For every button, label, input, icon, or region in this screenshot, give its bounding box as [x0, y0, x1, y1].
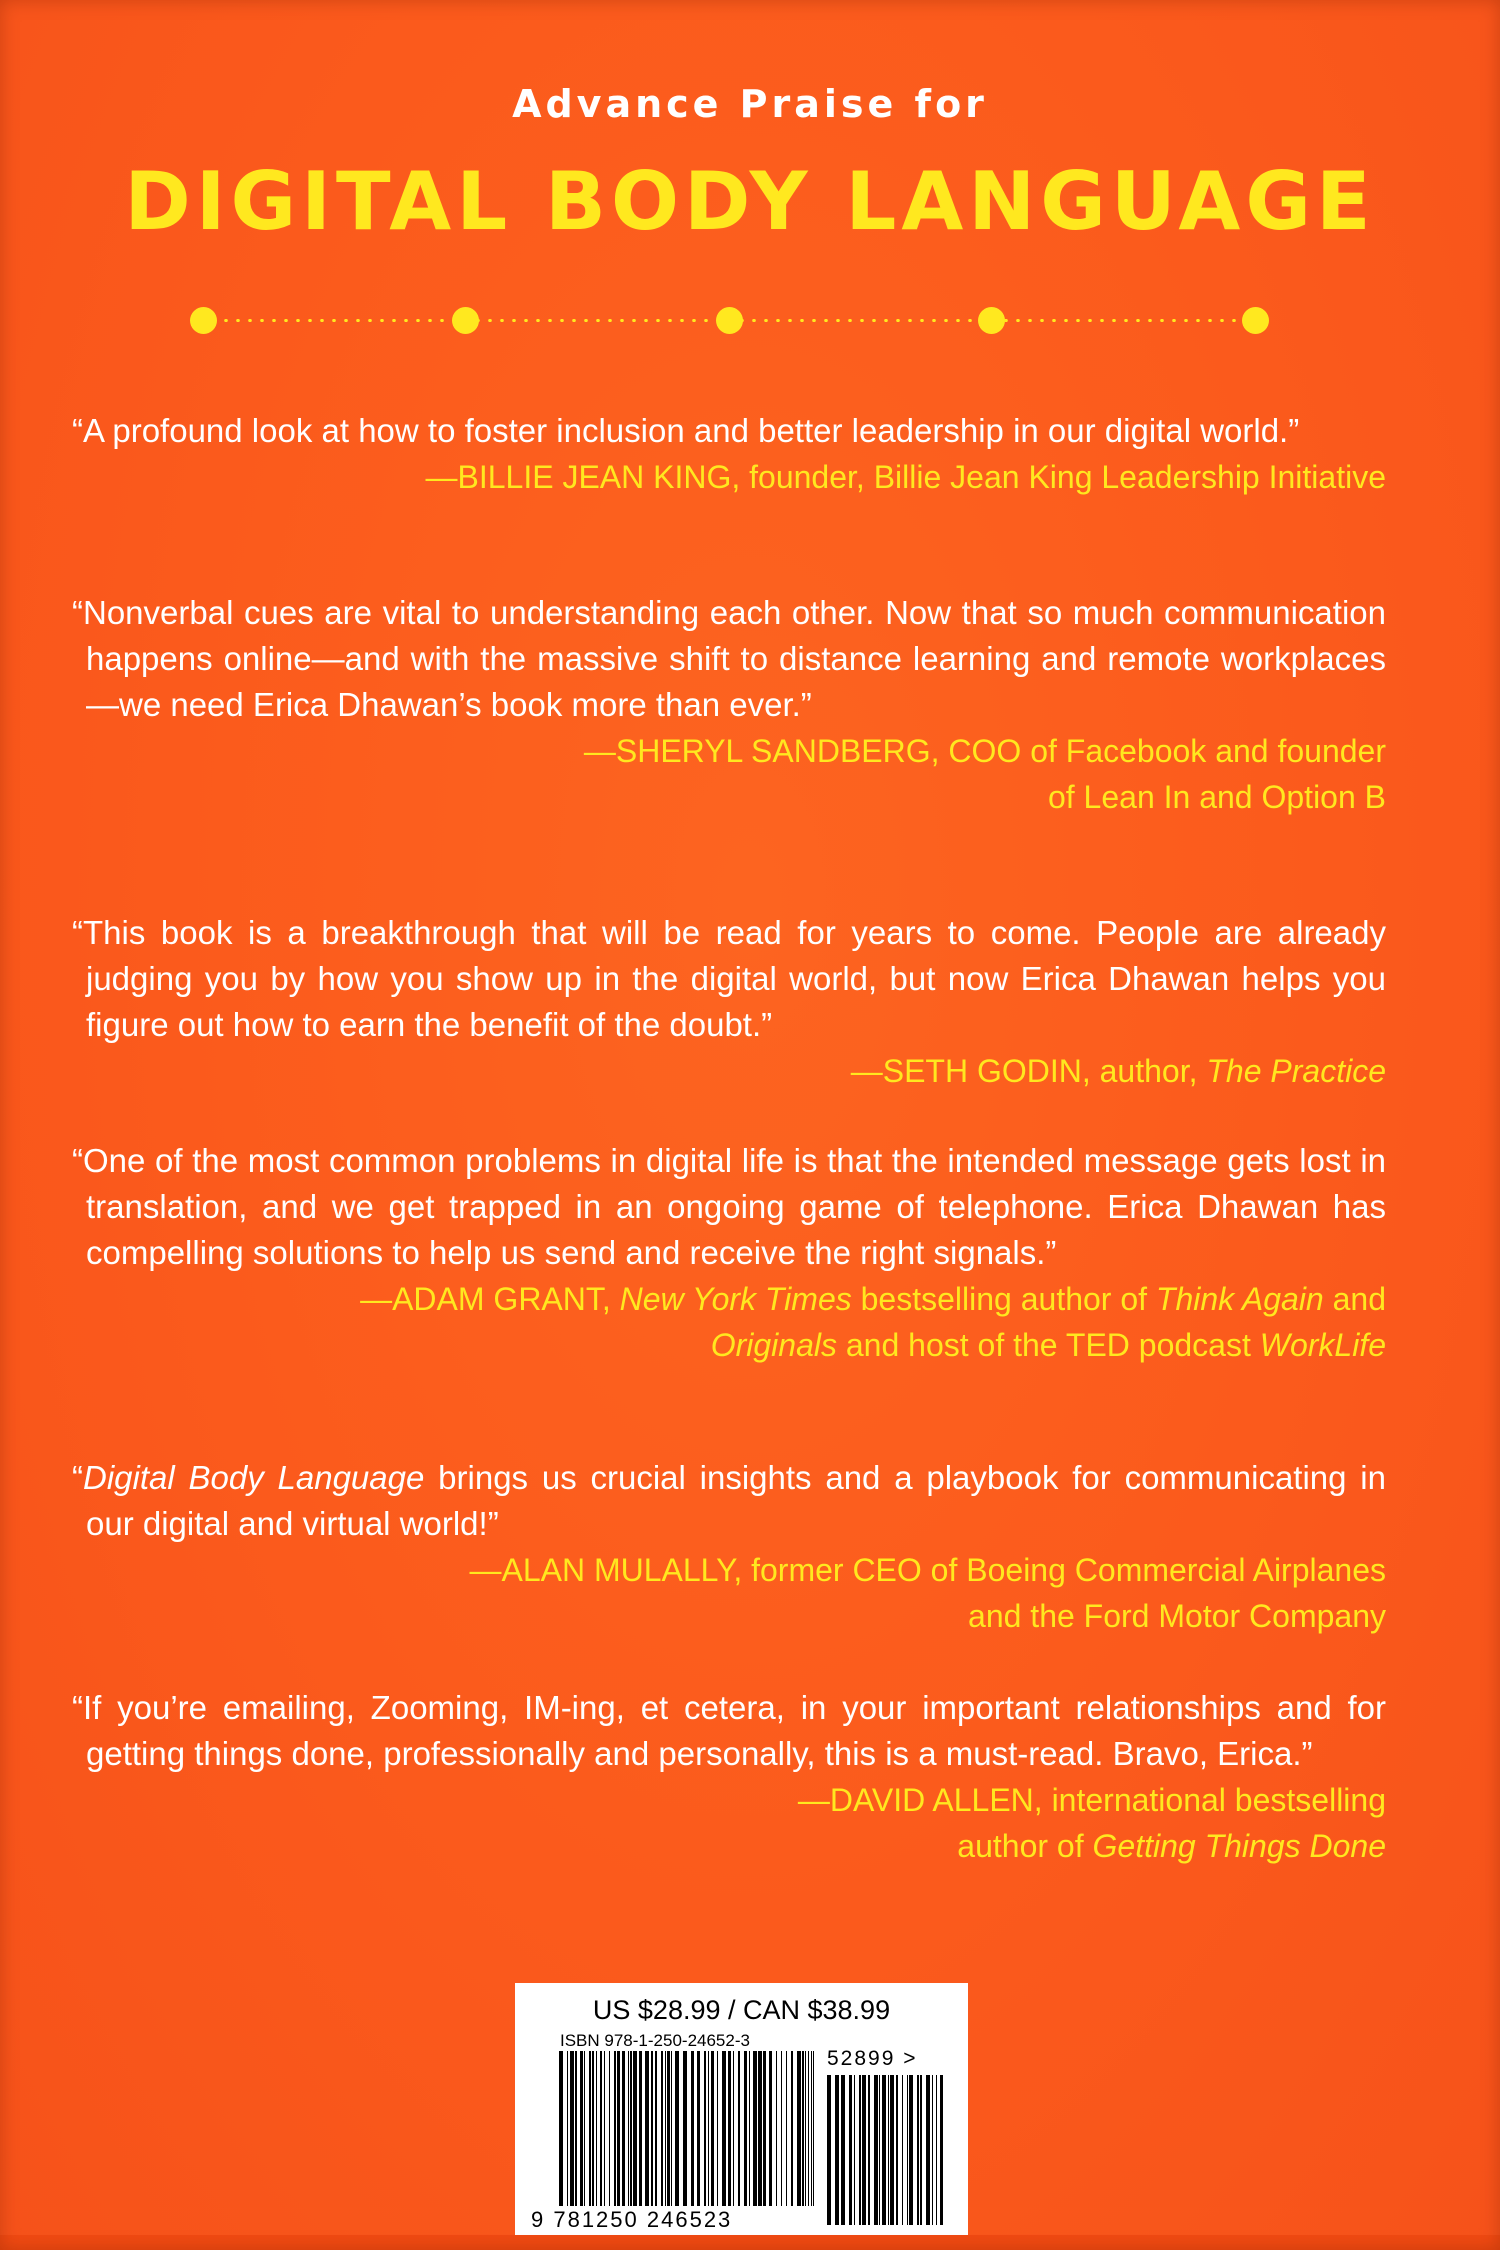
attribution-text: —SETH GODIN, author, — [850, 1053, 1207, 1089]
barcode-bar — [896, 2075, 898, 2225]
barcode-bar — [651, 2051, 653, 2206]
barcode-bar — [781, 2051, 782, 2206]
dotted-divider — [190, 305, 1270, 335]
book-title-italic: Getting Things Done — [1092, 1828, 1386, 1864]
blurb-attribution — [72, 1276, 1386, 1368]
barcode-bar — [645, 2051, 649, 2206]
barcode-bar — [589, 2051, 591, 2206]
barcode-bar — [617, 2051, 620, 2206]
barcode-bar — [614, 2051, 616, 2206]
barcode-bar — [600, 2051, 602, 2206]
barcode-bar — [575, 2051, 577, 2206]
blurb-seth-godin — [72, 910, 1386, 1094]
barcode-bar — [655, 2051, 657, 2206]
divider-bead — [978, 307, 1005, 334]
publication-italic: New York Times — [619, 1281, 852, 1317]
barcode-bar — [753, 2051, 757, 2206]
barcode-bar — [808, 2051, 809, 2206]
price-addon-code: 52899 > — [827, 2047, 918, 2070]
barcode-bar — [738, 2051, 740, 2206]
barcode-bar — [704, 2051, 706, 2206]
barcode-bar — [633, 2051, 637, 2206]
blurb-billie-jean-king — [72, 408, 1386, 500]
barcode-bar — [888, 2075, 889, 2225]
price-label: US $28.99 / CAN $38.99 — [592, 1995, 891, 2025]
barcode-bar — [862, 2075, 866, 2225]
barcode-bar — [902, 2075, 903, 2225]
barcode-bar — [708, 2051, 709, 2206]
barcode-bar — [802, 2051, 804, 2206]
barcode-bar — [868, 2075, 870, 2225]
barcode-bar — [920, 2075, 922, 2225]
blurb-quote — [72, 1455, 1386, 1547]
attribution-line: of Lean In and Option B — [1047, 779, 1386, 815]
book-title: DIGITAL BODY LANGUAGE — [124, 155, 1376, 248]
barcode-bar — [849, 2075, 852, 2225]
barcode-bar — [917, 2075, 919, 2225]
barcode-bar — [683, 2051, 687, 2206]
divider-bead — [190, 307, 217, 334]
attribution-text: —ADAM GRANT, — [360, 1281, 620, 1317]
barcode-bar — [827, 2075, 831, 2225]
barcode-bar — [936, 2075, 937, 2225]
blurb-attribution — [72, 728, 1386, 820]
barcode-bar — [639, 2051, 642, 2206]
blurb-quote: “A profound look at how to foster inclusion and better leadership in our digital world.” — [72, 412, 1300, 449]
barcode-bar — [791, 2051, 793, 2206]
attribution-text: and — [1323, 1281, 1386, 1317]
barcode-bar — [882, 2075, 886, 2225]
barcode-bar — [628, 2051, 629, 2206]
barcode-bar — [675, 2051, 679, 2206]
book-title-italic: Originals — [710, 1327, 837, 1363]
barcode-bar — [811, 2051, 812, 2206]
barcode-bar — [874, 2075, 878, 2225]
attribution-text: bestselling author of — [851, 1281, 1156, 1317]
barcode-bar — [890, 2075, 894, 2225]
attribution-line: —DAVID ALLEN, international bestselling — [797, 1782, 1386, 1818]
ean-barcode-bars — [559, 2051, 814, 2206]
barcode-bar — [592, 2051, 594, 2206]
book-title-italic: The Practice — [1206, 1053, 1386, 1089]
barcode-bar — [570, 2051, 574, 2206]
blurb-attribution: —BILLIE JEAN KING, founder, Billie Jean King Leadership Initiative — [425, 459, 1386, 495]
barcode-bar — [835, 2075, 839, 2225]
isbn-label: ISBN 978-1-250-24652-3 — [560, 2031, 750, 2050]
barcode-bar — [879, 2075, 880, 2225]
barcode-bar — [776, 2051, 777, 2206]
barcode-bar — [841, 2075, 845, 2225]
barcode-bar — [769, 2051, 772, 2206]
book-title-italic: Think Again — [1155, 1281, 1324, 1317]
barcode-bar — [728, 2051, 731, 2206]
barcode-bar — [630, 2051, 632, 2206]
barcode-bar — [940, 2075, 943, 2225]
podcast-title-italic: WorkLife — [1259, 1327, 1386, 1363]
barcode-bar — [697, 2051, 700, 2206]
barcode-panel — [515, 1983, 968, 2245]
blurb-quote: “If you’re emailing, Zooming, IM-ing, et cetera, in your important relationships and for getting things done, professionally and personally, this is a must-read. Bravo, Erica.” — [72, 1689, 1386, 1772]
divider-bead — [452, 307, 479, 334]
barcode-bar — [926, 2075, 930, 2225]
barcode-bar — [604, 2051, 605, 2206]
blurb-alan-mulally — [72, 1455, 1386, 1639]
barcode-bar — [667, 2051, 670, 2206]
book-title-italic: Digital Body Language — [83, 1459, 425, 1496]
bottom-edge-band — [0, 2235, 1500, 2250]
attribution-line: and the Ford Motor Company — [968, 1598, 1386, 1634]
barcode-bar — [758, 2051, 762, 2206]
barcode-bar — [805, 2051, 806, 2206]
barcode-bar — [722, 2051, 726, 2206]
divider-bead — [1242, 307, 1269, 334]
barcode-bar — [717, 2051, 718, 2206]
blurb-attribution — [72, 1048, 1386, 1094]
blurb-david-allen — [72, 1685, 1386, 1869]
barcode-bar — [584, 2051, 585, 2206]
attribution-text: and host of the TED podcast — [836, 1327, 1260, 1363]
barcode-bar — [813, 2051, 814, 2206]
attribution-line: —ALAN MULALLY, former CEO of Boeing Commercial Airplanes — [469, 1552, 1386, 1588]
barcode-bar — [596, 2051, 597, 2206]
barcode-bar — [932, 2075, 933, 2225]
advance-praise-heading: Advance Praise for — [512, 82, 988, 126]
barcode-bar — [763, 2051, 766, 2206]
blurb-quote: “This book is a breakthrough that will be read for years to come. People are already judging you by how you show up in the digital world, but now Erica Dhawan helps you figure out how to earn the benefit of the doubt.” — [72, 914, 1386, 1043]
blurb-attribution — [72, 1777, 1386, 1869]
barcode-bar — [609, 2051, 610, 2206]
barcode-bar — [711, 2051, 714, 2206]
attribution-line: —SHERYL SANDBERG, COO of Facebook and founder — [583, 733, 1386, 769]
divider-bead — [716, 307, 743, 334]
barcode-bar — [661, 2051, 663, 2206]
barcode-bar — [671, 2051, 672, 2206]
barcode-bar — [744, 2051, 747, 2206]
barcode-bar — [909, 2075, 913, 2225]
barcode-bar — [622, 2051, 625, 2206]
barcode-bar — [854, 2075, 855, 2225]
blurb-quote: “Nonverbal cues are vital to understanding each other. Now that so much communication happens online—and with the massive shift to distance learning and remote workplaces—we need Erica Dhawan’s book more than ever.” — [72, 594, 1386, 723]
blurb-attribution — [72, 1547, 1386, 1639]
barcode-bar — [580, 2051, 583, 2206]
barcode-bar — [733, 2051, 734, 2206]
barcode-number: 9 781250 246523 — [531, 2207, 733, 2232]
blurb-sheryl-sandberg — [72, 590, 1386, 820]
addon-barcode-bars — [827, 2075, 945, 2225]
barcode-bar — [749, 2051, 750, 2206]
barcode-bar — [797, 2051, 801, 2206]
barcode-bar — [691, 2051, 694, 2206]
blurb-adam-grant — [72, 1138, 1386, 1368]
barcode-bar — [665, 2051, 666, 2206]
quote-mark: “ — [72, 1459, 83, 1496]
blurb-quote: “One of the most common problems in digital life is that the intended message gets lost in translation, and we get trapped in an ongoing game of telephone. Erica Dhawan has compelling solutions to help us send and receive the right signals.” — [72, 1142, 1386, 1271]
barcode-bar — [907, 2075, 908, 2225]
barcode-bar — [567, 2051, 568, 2206]
barcode-bar — [859, 2075, 861, 2225]
quote-text: brings us crucial insights and a playbook for communicating in our digital and virtual world!” — [86, 1459, 1386, 1542]
attribution-text: author of — [957, 1828, 1093, 1864]
barcode-bar — [786, 2051, 787, 2206]
barcode-bar — [559, 2051, 563, 2206]
